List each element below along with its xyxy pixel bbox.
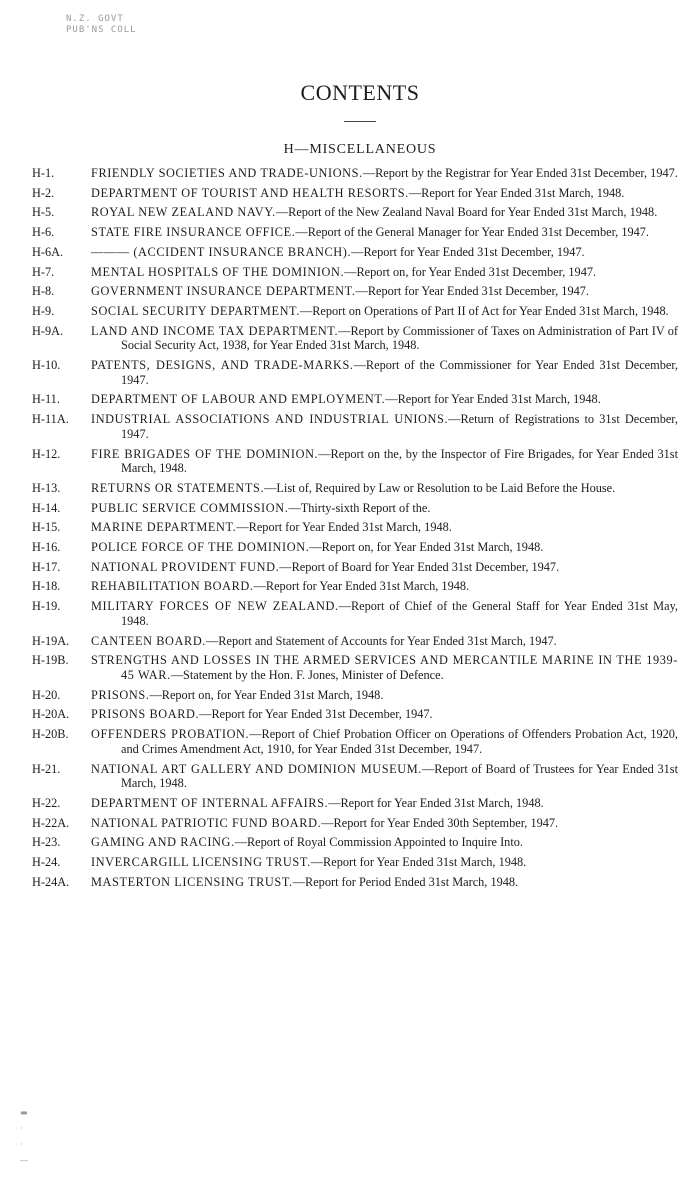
entry-title: PATENTS, DESIGNS, AND TRADE-MARKS.	[91, 358, 354, 373]
entry-title: DEPARTMENT OF TOURIST AND HEALTH RESORTS.	[91, 185, 409, 200]
entry-description: —Report for Year Ended 31st March, 1948.	[408, 185, 625, 200]
contents-entry	[32, 205, 678, 220]
contents-entry	[32, 412, 678, 441]
entry-title: MENTAL HOSPITALS OF THE DOMINION.	[91, 264, 345, 279]
entry-code: H-22.	[32, 795, 61, 810]
entry-description: —Report for Year Ended 30th September, 1947.	[321, 815, 559, 830]
contents-entry	[32, 225, 678, 240]
entry-code: H-21.	[32, 761, 61, 776]
entry-code: H-16.	[32, 540, 61, 555]
entry-title: RETURNS OR STATEMENTS.	[91, 480, 265, 495]
entry-description: —Report of Board for Year Ended 31st December, 1947.	[279, 559, 560, 574]
contents-entry	[32, 358, 678, 387]
entry-code: H-18.	[32, 579, 61, 594]
contents-entry	[32, 540, 678, 555]
entry-code: H-19B.	[32, 653, 69, 668]
entry-text	[91, 540, 678, 555]
contents-entry	[32, 166, 678, 181]
entry-text	[91, 186, 678, 201]
contents-entry	[32, 653, 678, 682]
entry-text	[91, 762, 678, 791]
entry-title: INVERCARGILL LICENSING TRUST.	[91, 855, 311, 870]
entry-title: STRENGTHS AND LOSSES IN THE ARMED SERVICES AND MERCANTILE MARINE IN THE 1939-45 WAR.	[91, 653, 678, 682]
entry-text	[91, 304, 678, 319]
entry-text	[91, 225, 678, 240]
entry-description: —Report for Period Ended 31st March, 1948.	[292, 874, 519, 889]
entry-description: —Report on the, by the Inspector of Fire Brigades, for Year Ended 31st March, 1948.	[121, 446, 679, 476]
entry-description: —List of, Required by Law or Resolution to be Laid Before the House.	[264, 480, 616, 495]
contents-entry	[32, 762, 678, 791]
contents-entry	[32, 186, 678, 201]
entry-code: H-10.	[32, 358, 61, 373]
entry-code: H-20B.	[32, 727, 69, 742]
entry-description: —Report by the Registrar for Year Ended 31st December, 1947.	[362, 166, 678, 180]
entry-title: FRIENDLY SOCIETIES AND TRADE-UNIONS.	[91, 166, 363, 180]
entry-text	[91, 205, 678, 220]
entry-code: H-14.	[32, 500, 61, 515]
entry-text	[91, 245, 678, 260]
entry-text	[91, 166, 678, 181]
entry-text	[91, 855, 678, 870]
entry-title: PUBLIC SERVICE COMMISSION.	[91, 500, 289, 515]
entry-description: —Report of the Commissioner for Year Ended 31st December, 1947.	[121, 358, 678, 387]
entry-text	[91, 634, 678, 649]
entry-code: H-19A.	[32, 633, 70, 648]
contents-entry	[32, 447, 678, 476]
entry-code: H-24A.	[32, 874, 70, 889]
entry-code: H-9.	[32, 303, 55, 318]
entry-description: —Report by Commissioner of Taxes on Administration of Part IV of Social Security Act, 1938, for Year Ended 31st March, 1948.	[121, 323, 678, 353]
entry-title: LAND AND INCOME TAX DEPARTMENT.	[91, 323, 339, 338]
entry-description: —Report on, for Year Ended 31st December, 1947.	[344, 264, 597, 279]
entry-code: H-6A.	[32, 244, 64, 259]
entry-text	[91, 501, 678, 516]
entry-code: H-22A.	[32, 815, 70, 830]
stamp-line-1: N.Z. GOVT	[66, 14, 124, 24]
entry-description: —Report of Chief of the General Staff for Year Ended 31st May, 1948.	[121, 599, 678, 628]
entry-code: H-11A.	[32, 412, 69, 427]
contents-entry	[32, 634, 678, 649]
title-divider	[344, 121, 376, 122]
entry-description: —Report for Year Ended 31st March, 1948.	[385, 392, 601, 407]
margin-marks: ▬ · · ―	[20, 1108, 28, 1165]
entry-title: SOCIAL SECURITY DEPARTMENT.	[91, 303, 300, 318]
entry-description: —Statement by the Hon. F. Jones, Minister of Defence.	[170, 667, 444, 682]
entry-code: H-12.	[32, 446, 61, 461]
entry-title: REHABILITATION BOARD.	[91, 579, 254, 594]
entry-text	[91, 392, 678, 407]
entry-text	[91, 707, 678, 722]
entry-description: —Report for Year Ended 31st December, 1947.	[355, 284, 589, 299]
entry-text	[91, 481, 678, 496]
entry-description: —Report for Year Ended 31st December, 1947.	[199, 707, 433, 722]
contents-entry	[32, 560, 678, 575]
contents-entry	[32, 284, 678, 299]
entry-description: —Report on, for Year Ended 31st March, 1948.	[149, 687, 384, 702]
entry-description: —Report of Chief Probation Officer on Operations of Offenders Probation Act, 1920, and Crimes Amendment Act, 1910, for Year Ended 31st December, 1947.	[121, 727, 678, 756]
entry-text	[91, 358, 678, 387]
entry-code: H-1.	[32, 166, 55, 180]
contents-entry	[32, 855, 678, 870]
entry-code: H-17.	[32, 559, 61, 574]
contents-entry	[32, 688, 678, 703]
entry-text	[91, 599, 678, 628]
entry-title: ——— (ACCIDENT INSURANCE BRANCH).	[91, 244, 352, 259]
entry-code: H-2.	[32, 185, 55, 200]
entry-code: H-24.	[32, 855, 61, 870]
entry-title: NATIONAL PATRIOTIC FUND BOARD.	[91, 815, 322, 830]
entry-title: PRISONS.	[91, 687, 150, 702]
entry-description: —Report for Year Ended 31st March, 1948.	[253, 579, 470, 594]
entry-text	[91, 875, 678, 890]
entry-code: H-15.	[32, 520, 61, 535]
entry-title: PRISONS BOARD.	[91, 707, 200, 722]
entry-text	[91, 688, 678, 703]
entry-title: GAMING AND RACING.	[91, 835, 235, 850]
entry-description: —Thirty-sixth Report of the.	[288, 500, 431, 515]
entry-code: H-9A.	[32, 323, 64, 338]
entry-title: NATIONAL PROVIDENT FUND.	[91, 559, 280, 574]
contents-entry	[32, 796, 678, 811]
entry-text	[91, 835, 678, 850]
contents-entry	[32, 835, 678, 850]
contents-entry	[32, 520, 678, 535]
library-stamp	[66, 14, 137, 36]
contents-entry	[32, 304, 678, 319]
entry-title: DEPARTMENT OF INTERNAL AFFAIRS.	[91, 795, 329, 810]
entry-text	[91, 653, 678, 682]
entry-code: H-5.	[32, 205, 55, 220]
entry-description: —Report of the New Zealand Naval Board for Year Ended 31st March, 1948.	[275, 205, 658, 220]
entry-title: OFFENDERS PROBATION.	[91, 727, 250, 742]
entry-code: H-6.	[32, 225, 55, 240]
entry-text	[91, 796, 678, 811]
entry-title: NATIONAL ART GALLERY AND DOMINION MUSEUM.	[91, 761, 422, 776]
entry-title: GOVERNMENT INSURANCE DEPARTMENT.	[91, 284, 356, 299]
entry-description: —Report for Year Ended 31st March, 1948.	[236, 520, 452, 535]
entry-title: MASTERTON LICENSING TRUST.	[91, 874, 293, 889]
entry-code: H-20.	[32, 687, 61, 702]
entry-code: H-11.	[32, 392, 60, 407]
entry-code: H-13.	[32, 480, 61, 495]
contents-entry	[32, 875, 678, 890]
entry-title: CANTEEN BOARD.	[91, 633, 206, 648]
contents-entry	[32, 324, 678, 353]
entry-title: MILITARY FORCES OF NEW ZEALAND.	[91, 599, 339, 614]
entry-text	[91, 520, 678, 535]
entry-title: POLICE FORCE OF THE DOMINION.	[91, 540, 310, 555]
entry-text	[91, 727, 678, 756]
contents-entry	[32, 392, 678, 407]
entry-title: MARINE DEPARTMENT.	[91, 520, 237, 535]
entry-title: ROYAL NEW ZEALAND NAVY.	[91, 205, 276, 220]
entry-code: H-23.	[32, 835, 61, 850]
entry-description: —Report on, for Year Ended 31st March, 1948.	[309, 540, 544, 555]
section-heading: H—MISCELLANEOUS	[283, 142, 437, 157]
entry-description: —Report for Year Ended 31st March, 1948.	[310, 855, 527, 870]
stamp-line-2: PUB'NS COLL	[66, 25, 137, 35]
contents-entry	[32, 727, 678, 756]
entry-description: —Report of the General Manager for Year Ended 31st December, 1947.	[295, 225, 650, 240]
entry-code: H-19.	[32, 599, 61, 614]
entry-title: STATE FIRE INSURANCE OFFICE.	[91, 225, 296, 240]
contents-list	[32, 166, 678, 894]
contents-entry	[32, 579, 678, 594]
entry-description: —Report of Royal Commission Appointed to Inquire Into.	[234, 835, 523, 850]
entry-code: H-7.	[32, 264, 55, 279]
entry-text	[91, 816, 678, 831]
entry-title: FIRE BRIGADES OF THE DOMINION.	[91, 446, 319, 461]
entry-description: —Report of Board of Trustees for Year Ended 31st March, 1948.	[121, 761, 678, 791]
entry-code: H-8.	[32, 284, 55, 299]
contents-entry	[32, 265, 678, 280]
contents-entry	[32, 481, 678, 496]
entry-description: —Return of Registrations to 31st December, 1947.	[121, 412, 678, 441]
entry-text	[91, 447, 678, 476]
entry-text	[91, 324, 678, 353]
contents-entry	[32, 707, 678, 722]
entry-text	[91, 265, 678, 280]
entry-description: —Report for Year Ended 31st December, 1947.	[351, 244, 585, 259]
entry-text	[91, 284, 678, 299]
entry-description: —Report for Year Ended 31st March, 1948.	[328, 795, 544, 810]
contents-entry	[32, 599, 678, 628]
entry-code: H-20A.	[32, 707, 70, 722]
entry-text	[91, 560, 678, 575]
entry-text	[91, 412, 678, 441]
page-title: CONTENTS	[300, 80, 420, 105]
entry-title: INDUSTRIAL ASSOCIATIONS AND INDUSTRIAL UNIONS.	[91, 412, 449, 427]
entry-description: —Report and Statement of Accounts for Year Ended 31st March, 1947.	[205, 633, 557, 648]
entry-description: —Report on Operations of Part II of Act for Year Ended 31st March, 1948.	[299, 303, 669, 318]
entry-text	[91, 579, 678, 594]
contents-entry	[32, 816, 678, 831]
contents-entry	[32, 501, 678, 516]
contents-entry	[32, 245, 678, 260]
entry-title: DEPARTMENT OF LABOUR AND EMPLOYMENT.	[91, 392, 386, 407]
